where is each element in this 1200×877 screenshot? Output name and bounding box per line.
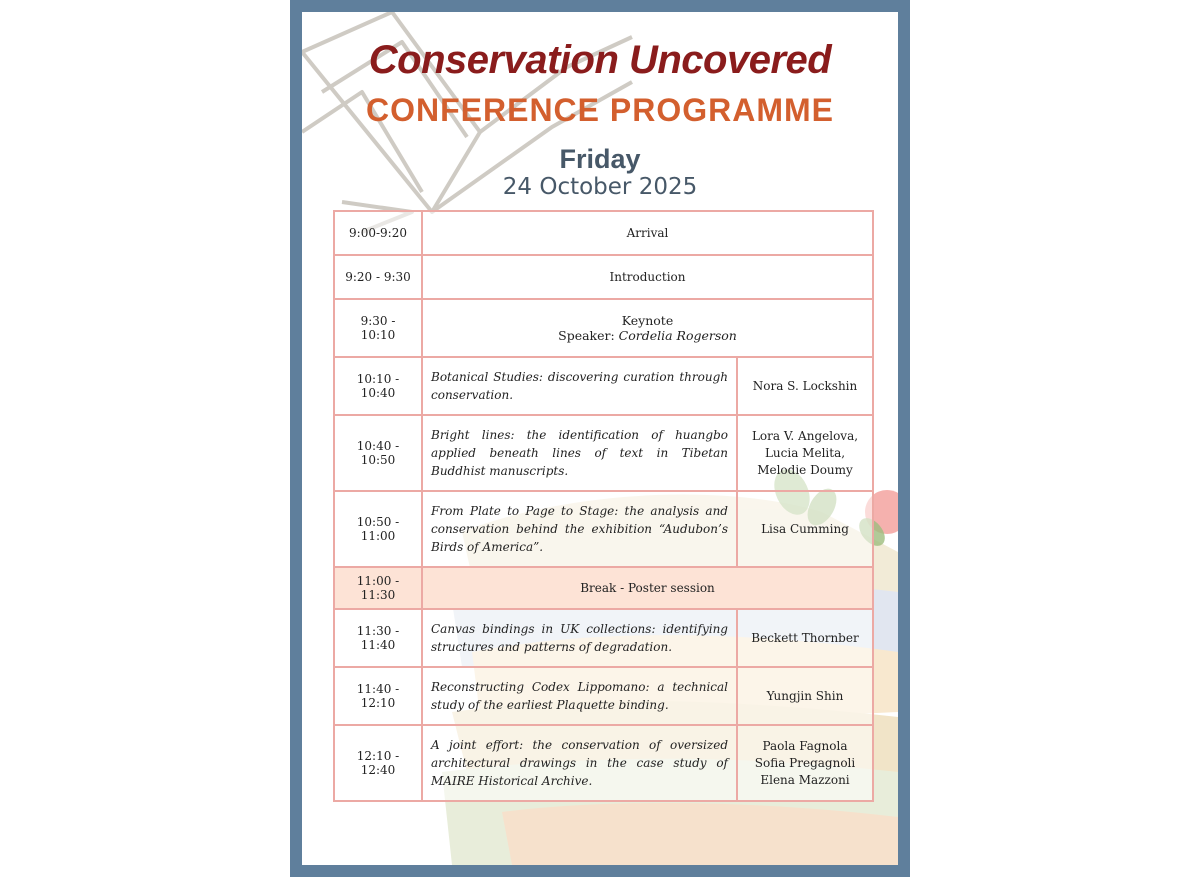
table-row bbox=[334, 357, 873, 415]
talk-title: From Plate to Page to Stage: the analysis and conservation behind the exhibition “Audubon’s Birds of America”. bbox=[422, 491, 737, 567]
keynote-label: Keynote bbox=[621, 313, 674, 328]
poster-sheet bbox=[302, 12, 898, 865]
speaker-name: Melodie Doumy bbox=[757, 462, 853, 477]
table-row bbox=[334, 491, 873, 567]
slot-time: 10:10 - 10:40 bbox=[334, 357, 422, 415]
slot-time: 10:50 - 11:00 bbox=[334, 491, 422, 567]
slot-time: 9:20 - 9:30 bbox=[334, 255, 422, 299]
speaker-name: Elena Mazzoni bbox=[760, 772, 850, 787]
keynote-speaker: Cordelia Rogerson bbox=[618, 328, 737, 343]
speaker-name: Nora S. Lockshin bbox=[752, 378, 858, 393]
page-subtitle: CONFERENCE PROGRAMME bbox=[365, 92, 834, 128]
keynote-speaker-prefix: Speaker: bbox=[558, 328, 619, 343]
speaker-name: Sofia Pregagnoli bbox=[754, 755, 856, 770]
slot-label: Break - Poster session bbox=[422, 567, 873, 609]
talk-speakers bbox=[737, 725, 873, 801]
speaker-name: Beckett Thornber bbox=[751, 630, 859, 645]
talk-title: Botanical Studies: discovering curation through conservation. bbox=[422, 357, 737, 415]
poster-frame bbox=[290, 0, 910, 877]
event-date: 24 October 2025 bbox=[502, 174, 698, 200]
slot-time: 10:40 - 10:50 bbox=[334, 415, 422, 491]
table-row bbox=[334, 667, 873, 725]
page-title: Conservation Uncovered bbox=[368, 38, 832, 82]
slot-time: 11:00 - 11:30 bbox=[334, 567, 422, 609]
table-row bbox=[334, 609, 873, 667]
table-row bbox=[334, 255, 873, 299]
talk-speakers bbox=[737, 491, 873, 567]
talk-title: A joint effort: the conservation of oversized architectural drawings in the case study of MAIRE Historical Archive. bbox=[422, 725, 737, 801]
slot-time: 12:10 - 12:40 bbox=[334, 725, 422, 801]
slot-time: 9:30 - 10:10 bbox=[334, 299, 422, 357]
talk-speakers bbox=[737, 415, 873, 491]
slot-time: 11:40 - 12:10 bbox=[334, 667, 422, 725]
talk-title: Reconstructing Codex Lippomano: a technical study of the earliest Plaquette binding. bbox=[422, 667, 737, 725]
talk-title: Canvas bindings in UK collections: identifying structures and patterns of degradation. bbox=[422, 609, 737, 667]
talk-speakers bbox=[737, 357, 873, 415]
slot-time: 9:00-9:20 bbox=[334, 211, 422, 255]
slot-time: 11:30 - 11:40 bbox=[334, 609, 422, 667]
table-row bbox=[334, 415, 873, 491]
talk-speakers bbox=[737, 667, 873, 725]
keynote-speaker-line bbox=[431, 328, 864, 343]
slot-label: Arrival bbox=[422, 211, 873, 255]
talk-title: Bright lines: the identification of huangbo applied beneath lines of text in Tibetan Buddhist manuscripts. bbox=[422, 415, 737, 491]
programme-table bbox=[333, 210, 874, 802]
speaker-name: Lisa Cumming bbox=[761, 521, 849, 536]
table-row bbox=[334, 299, 873, 357]
keynote-cell bbox=[422, 299, 873, 357]
table-row-break bbox=[334, 567, 873, 609]
speaker-name: Yungjin Shin bbox=[766, 688, 844, 703]
table-row bbox=[334, 725, 873, 801]
speaker-name: Lora V. Angelova, bbox=[751, 428, 859, 443]
event-day: Friday bbox=[559, 144, 641, 174]
talk-speakers bbox=[737, 609, 873, 667]
slot-label: Introduction bbox=[422, 255, 873, 299]
speaker-name: Paola Fagnola bbox=[762, 738, 848, 753]
table-row bbox=[334, 211, 873, 255]
speaker-name: Lucia Melita, bbox=[764, 445, 846, 460]
